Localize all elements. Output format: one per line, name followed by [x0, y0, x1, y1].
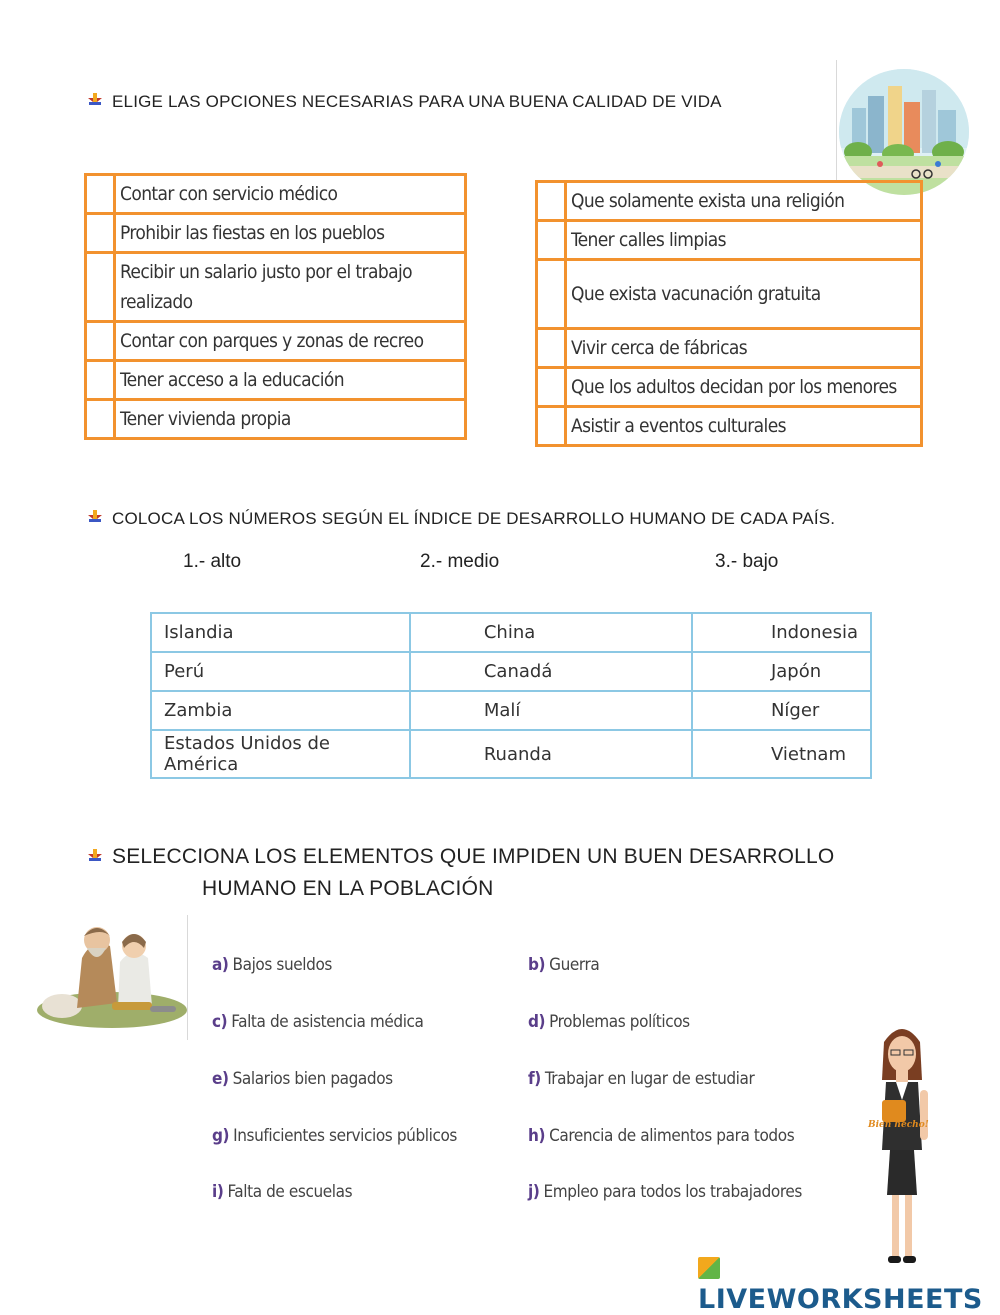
item-text: Trabajar en lugar de estudiar: [544, 1069, 755, 1089]
option-text: Contar con parques y zonas de recreo: [115, 322, 466, 361]
option-text: Tener calles limpias: [566, 221, 922, 260]
country-cell[interactable]: China: [410, 613, 692, 652]
option-checkbox[interactable]: [537, 407, 566, 446]
option-checkbox[interactable]: [86, 253, 115, 322]
item-text: Falta de asistencia médica: [231, 1012, 424, 1032]
legend-low: 3.- bajo: [715, 551, 779, 572]
item-letter: f): [528, 1069, 541, 1089]
section3-heading-line1: SELECCIONA LOS ELEMENTOS QUE IMPIDEN UN BUEN DESARROLLO: [112, 845, 835, 868]
country-cell[interactable]: Ruanda: [410, 730, 692, 778]
list-item[interactable]: [528, 1069, 754, 1089]
divider-line: [187, 915, 188, 1040]
item-text: Empleo para todos los trabajadores: [543, 1182, 802, 1202]
hdi-countries-table: [150, 612, 872, 779]
option-checkbox[interactable]: [86, 322, 115, 361]
logo-text: LIVEWORKSHEETS: [698, 1284, 983, 1315]
option-text: Que solamente exista una religión: [566, 182, 922, 221]
item-letter: i): [212, 1182, 224, 1202]
list-item[interactable]: [212, 955, 332, 975]
left-options-table: [84, 173, 467, 440]
option-text: Vivir cerca de fábricas: [566, 329, 922, 368]
item-letter: e): [212, 1069, 229, 1089]
item-letter: j): [528, 1182, 540, 1202]
section3-heading: [86, 845, 834, 869]
option-text: Asistir a eventos culturales: [566, 407, 922, 446]
item-letter: a): [212, 955, 229, 975]
list-item[interactable]: [212, 1069, 393, 1089]
section1-heading-text: ELIGE LAS OPCIONES NECESARIAS PARA UNA BUENA CALIDAD DE VIDA: [112, 92, 722, 111]
option-text: Tener acceso a la educación: [115, 361, 466, 400]
option-checkbox[interactable]: [86, 175, 115, 214]
option-checkbox[interactable]: [537, 368, 566, 407]
list-item[interactable]: [212, 1126, 457, 1146]
country-cell[interactable]: Malí: [410, 691, 692, 730]
divider-line: [836, 60, 837, 180]
item-text: Problemas políticos: [549, 1012, 690, 1032]
legend-high: 1.- alto: [183, 551, 242, 572]
item-text: Salarios bien pagados: [232, 1069, 393, 1089]
legend-medium: 2.- medio: [420, 551, 500, 572]
country-cell[interactable]: Zambia: [151, 691, 410, 730]
arrow-bullet-icon: [86, 847, 104, 865]
city-park-illustration: [838, 68, 970, 196]
right-options-table: [535, 180, 923, 447]
option-checkbox[interactable]: [537, 260, 566, 329]
country-cell[interactable]: Japón: [692, 652, 871, 691]
option-text: Recibir un salario justo por el trabajo realizado: [115, 253, 466, 322]
arrow-bullet-icon: [86, 91, 104, 109]
section1-heading: [86, 91, 722, 112]
option-checkbox[interactable]: [537, 329, 566, 368]
country-cell[interactable]: Perú: [151, 652, 410, 691]
teacher-badge: Bien hecho!: [868, 1120, 929, 1130]
item-letter: d): [528, 1012, 546, 1032]
section2-heading: [86, 508, 835, 529]
item-text: Falta de escuelas: [227, 1182, 353, 1202]
teacher-illustration: [862, 1020, 942, 1275]
option-text: Prohibir las fiestas en los pueblos: [115, 214, 466, 253]
option-checkbox[interactable]: [86, 400, 115, 439]
item-letter: g): [212, 1126, 230, 1146]
country-cell[interactable]: Vietnam: [692, 730, 871, 778]
poor-family-illustration: [32, 918, 187, 1033]
list-item[interactable]: [528, 1126, 794, 1146]
list-item[interactable]: [212, 1182, 352, 1202]
option-text: Contar con servicio médico: [115, 175, 466, 214]
country-cell[interactable]: Islandia: [151, 613, 410, 652]
section3-heading-line2: HUMANO EN LA POBLACIÓN: [202, 877, 494, 900]
country-cell[interactable]: Indonesia: [692, 613, 871, 652]
item-letter: h): [528, 1126, 546, 1146]
item-text: Insuficientes servicios públicos: [233, 1126, 457, 1146]
country-cell[interactable]: Canadá: [410, 652, 692, 691]
list-item[interactable]: [212, 1012, 424, 1032]
country-cell[interactable]: Níger: [692, 691, 871, 730]
option-text: Tener vivienda propia: [115, 400, 466, 439]
option-text: Que los adultos decidan por los menores: [566, 368, 922, 407]
item-text: Bajos sueldos: [232, 955, 332, 975]
option-checkbox[interactable]: [537, 182, 566, 221]
section2-heading-text: COLOCA LOS NÚMEROS SEGÚN EL ÍNDICE DE DESARROLLO HUMANO DE CADA PAÍS.: [112, 509, 836, 528]
item-text: Carencia de alimentos para todos: [549, 1126, 795, 1146]
liveworksheets-logo[interactable]: [698, 1253, 1000, 1315]
list-item[interactable]: [528, 955, 599, 975]
list-item[interactable]: [528, 1182, 802, 1202]
arrow-bullet-icon: [86, 508, 104, 526]
list-item[interactable]: [528, 1012, 690, 1032]
item-text: Guerra: [549, 955, 600, 975]
option-text: Que exista vacunación gratuita: [566, 260, 922, 329]
option-checkbox[interactable]: [86, 361, 115, 400]
item-letter: c): [212, 1012, 228, 1032]
liveworksheets-logo-icon: [698, 1257, 720, 1279]
item-letter: b): [528, 955, 546, 975]
option-checkbox[interactable]: [537, 221, 566, 260]
country-cell[interactable]: Estados Unidos de América: [151, 730, 410, 778]
option-checkbox[interactable]: [86, 214, 115, 253]
